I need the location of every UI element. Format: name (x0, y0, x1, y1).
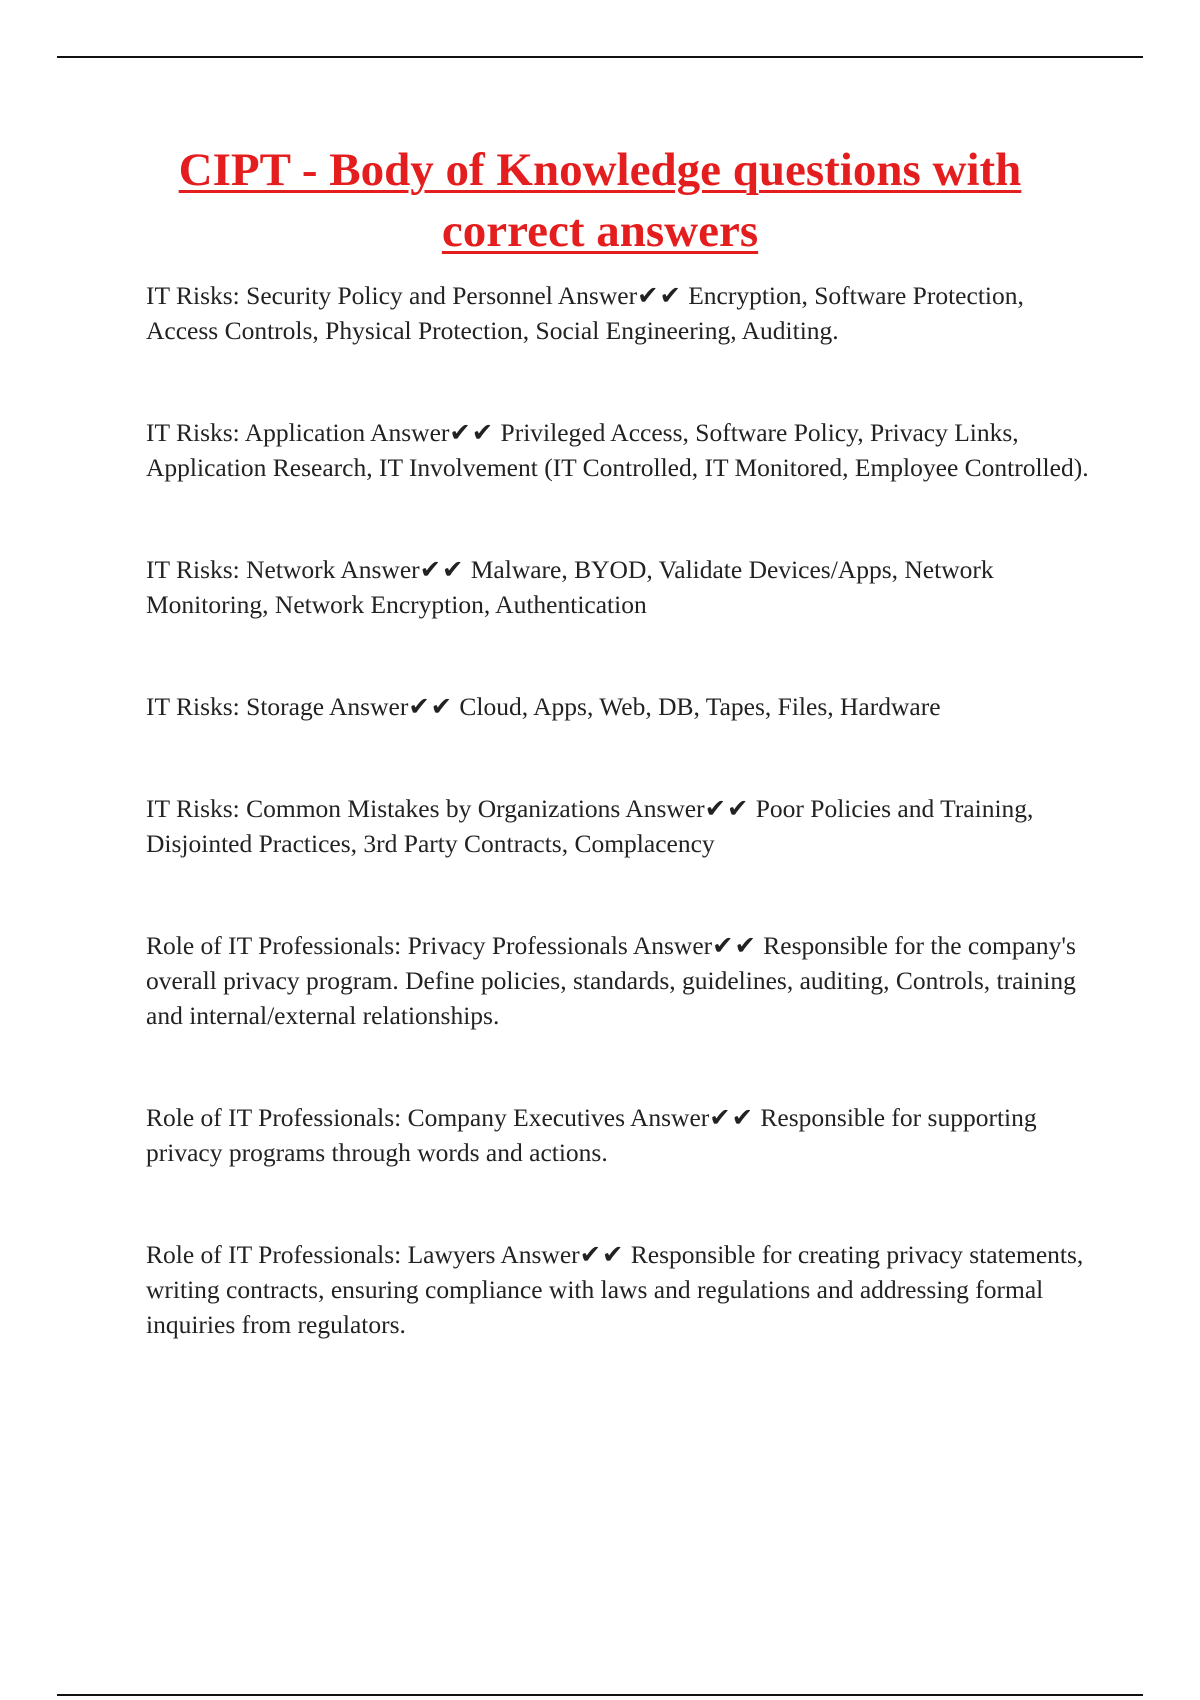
qa-item-network (146, 552, 1096, 622)
question-text: Role of IT Professionals: Company Executives Answer (146, 1103, 710, 1132)
question-text: Role of IT Professionals: Lawyers Answer (146, 1240, 580, 1269)
question-text: IT Risks: Storage Answer (146, 692, 409, 721)
bottom-divider (57, 1694, 1143, 1696)
qa-item-storage (146, 689, 1096, 724)
checkmark-icon: ✔✔ (419, 555, 465, 584)
qa-item-company-executives (146, 1100, 1096, 1170)
question-text: Role of IT Professionals: Privacy Professionals Answer (146, 931, 713, 960)
answer-text: Malware, BYOD, Validate Devices/Apps, Network Monitoring, Network Encryption, Authentication (146, 555, 994, 619)
answer-text: Encryption, Software Protection, Access Controls, Physical Protection, Social Engineering, Auditing. (146, 281, 1024, 345)
answer-text: Responsible for the company's overall privacy program. Define policies, standards, guidelines, auditing, Controls, training and internal/external relationships. (146, 931, 1076, 1030)
question-text: IT Risks: Common Mistakes by Organizations Answer (146, 794, 705, 823)
question-text: IT Risks: Application Answer (146, 418, 450, 447)
top-divider (57, 56, 1143, 58)
checkmark-icon: ✔✔ (709, 1103, 755, 1132)
qa-list (146, 278, 1096, 1409)
checkmark-icon: ✔✔ (704, 794, 750, 823)
qa-item-security-policy (146, 278, 1096, 348)
question-text: IT Risks: Security Policy and Personnel Answer (146, 281, 638, 310)
checkmark-icon: ✔✔ (579, 1240, 625, 1269)
qa-item-lawyers (146, 1237, 1096, 1342)
checkmark-icon: ✔✔ (449, 418, 495, 447)
answer-text: Cloud, Apps, Web, DB, Tapes, Files, Hardware (459, 692, 941, 721)
answer-text: Responsible for creating privacy statements, writing contracts, ensuring compliance with laws and regulations and addressing formal inquiries from regulators. (146, 1240, 1084, 1339)
answer-text: Poor Policies and Training, Disjointed Practices, 3rd Party Contracts, Complacency (146, 794, 1034, 858)
answer-text: Responsible for supporting privacy programs through words and actions. (146, 1103, 1037, 1167)
checkmark-icon: ✔✔ (712, 931, 757, 960)
question-text: IT Risks: Network Answer (146, 555, 420, 584)
checkmark-icon: ✔✔ (408, 692, 454, 721)
checkmark-icon: ✔✔ (637, 281, 682, 310)
qa-item-common-mistakes (146, 791, 1096, 861)
page-title: CIPT - Body of Knowledge questions with correct answers (178, 144, 1022, 257)
qa-item-privacy-professionals (146, 928, 1096, 1033)
answer-text: Privileged Access, Software Policy, Privacy Links, Application Research, IT Involvement (IT Controlled, IT Monitored, Employee Controlled). (146, 418, 1089, 482)
qa-item-application (146, 415, 1096, 485)
